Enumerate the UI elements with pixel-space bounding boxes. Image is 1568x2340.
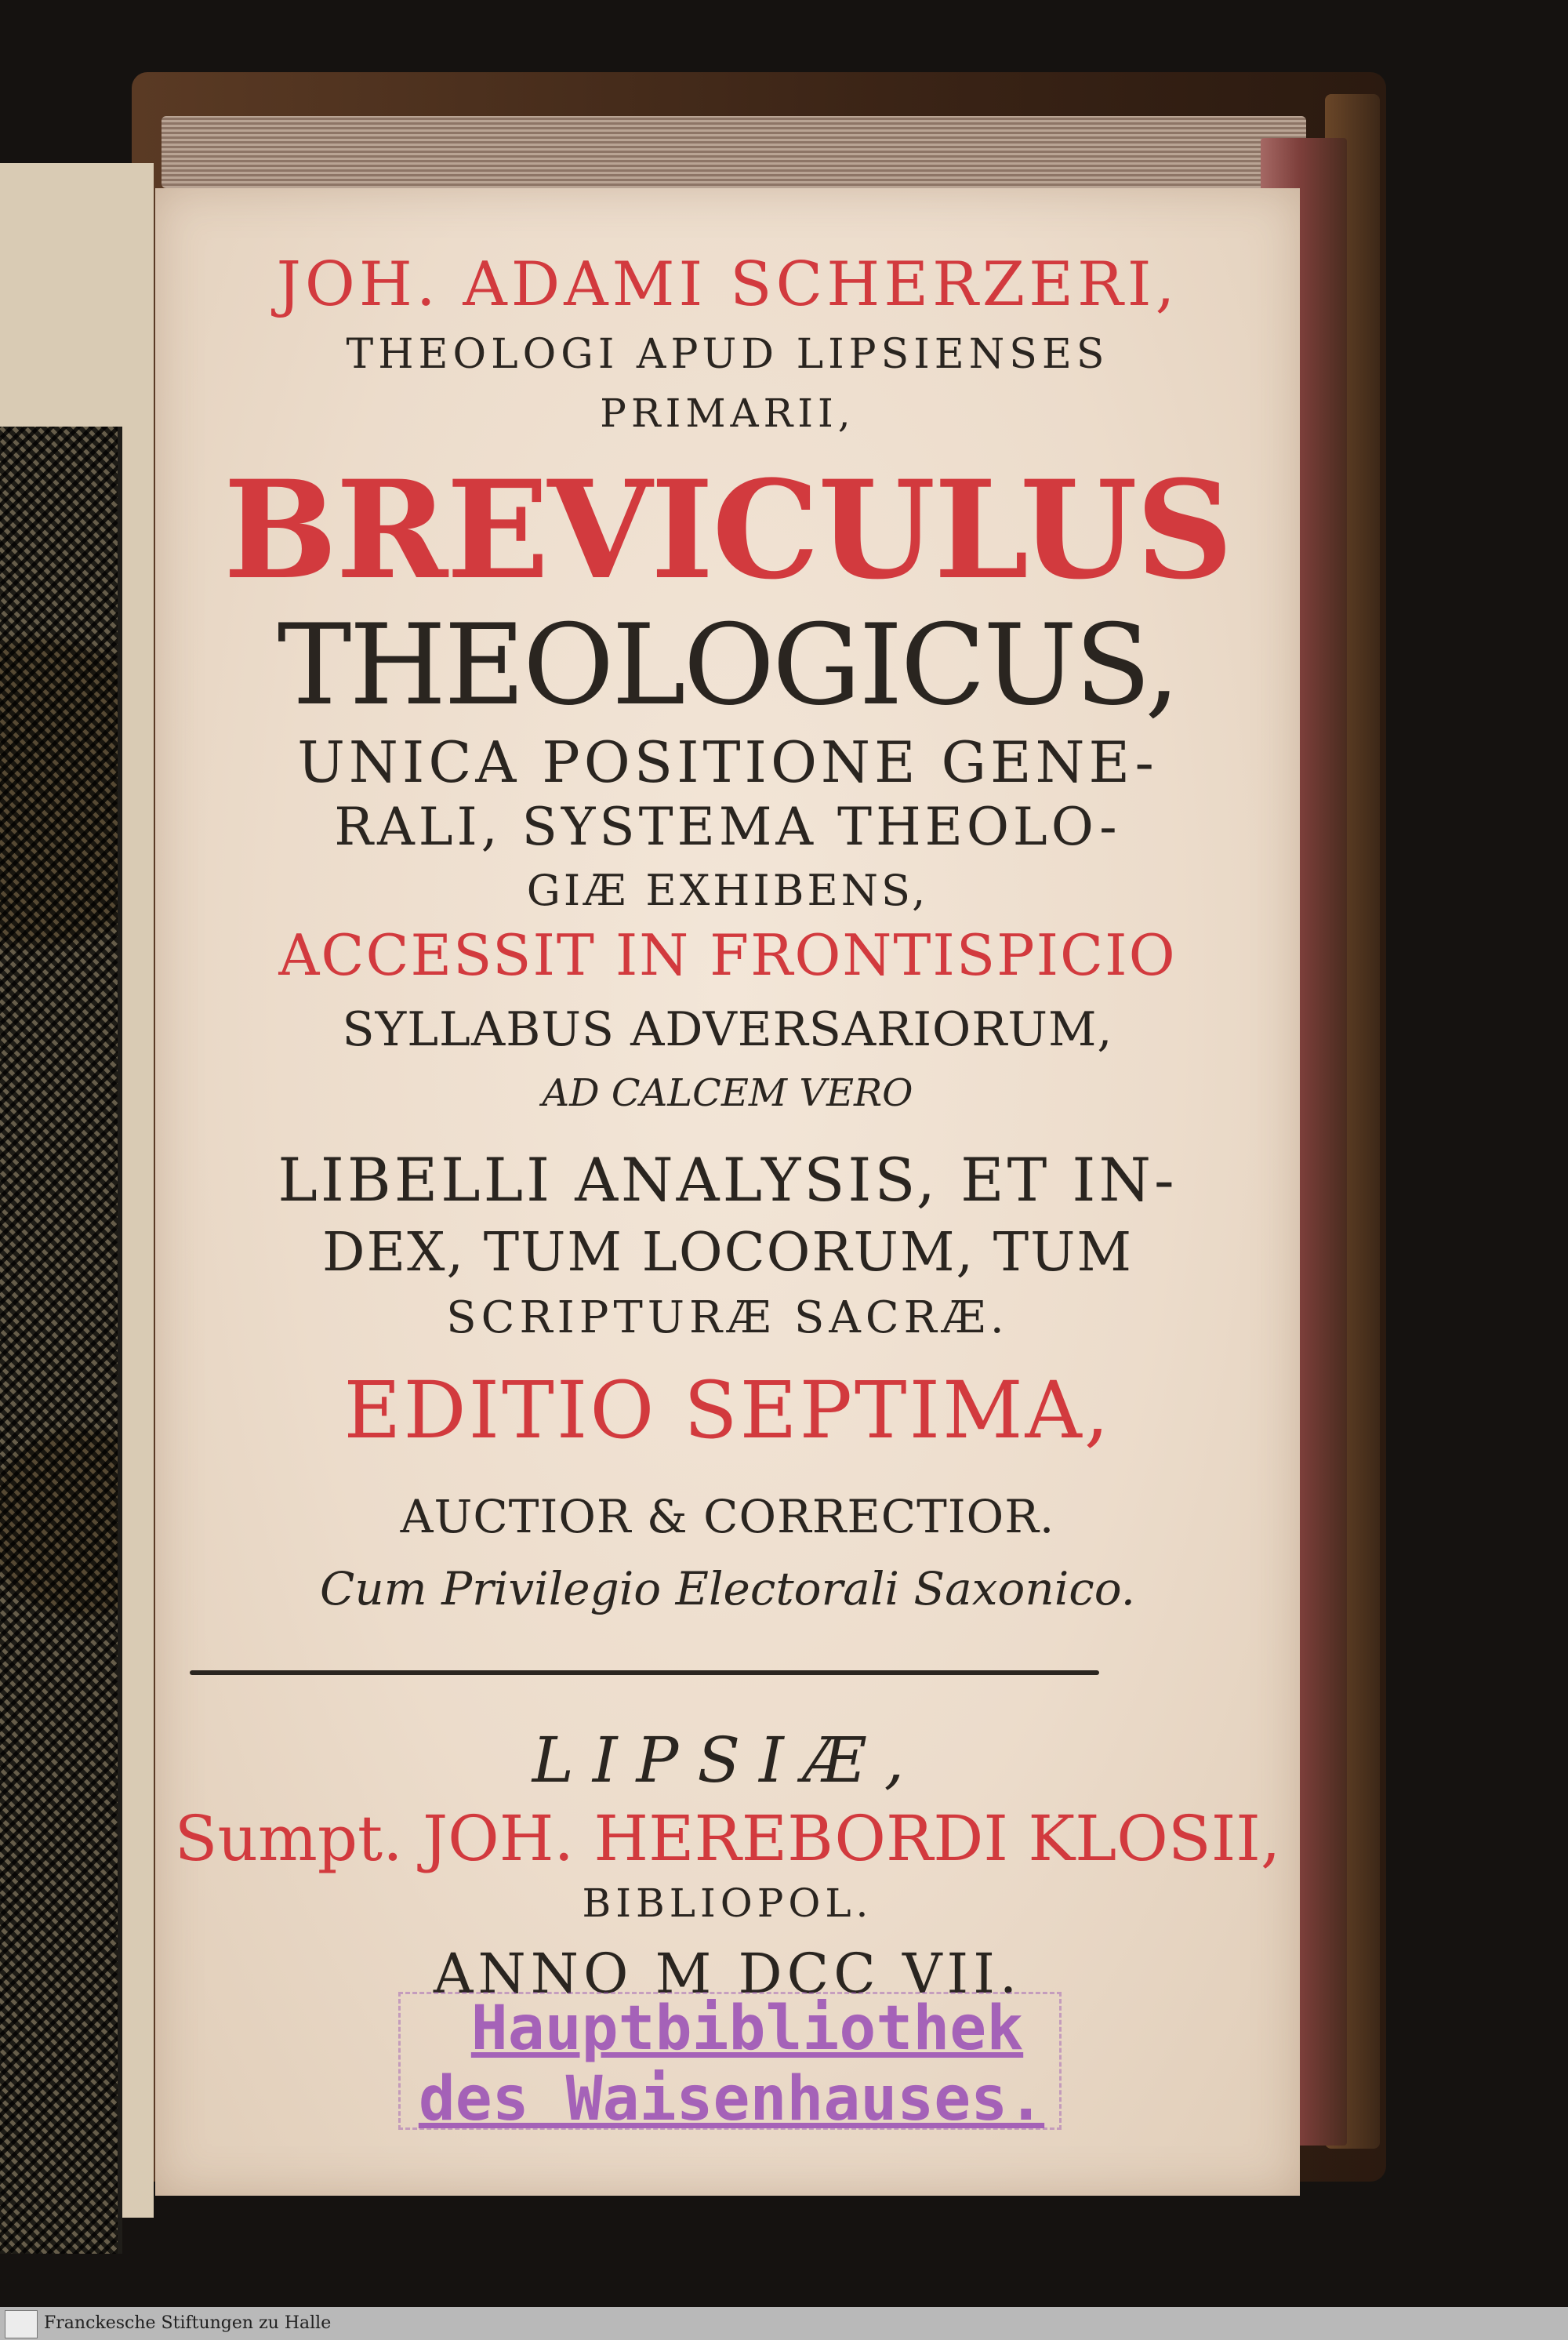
libelli-line-3: SCRIPTURÆ SACRÆ.	[446, 1292, 1009, 1343]
author-role-line-1: THEOLOGI APUD LIPSIENSES	[346, 331, 1109, 378]
libelli-line-2: DEX, TUM LOCORUM, TUM	[321, 1222, 1134, 1284]
bibliopol-line: BIBLIOPOL.	[582, 1880, 873, 1926]
stamp-line-2: des Waisenhauses.	[418, 2064, 1045, 2135]
syllabus-line: SYLLABUS ADVERSARIORUM,	[342, 1002, 1113, 1057]
library-stamp	[406, 1986, 1057, 2135]
subtitle-line-1: UNICA POSITIONE GENE-	[297, 729, 1158, 795]
author-name: JOH. ADAMI SCHERZERI,	[276, 249, 1179, 320]
privilegio-line: Cum Privilegio Electorali Saxonico.	[319, 1562, 1136, 1615]
title-page	[155, 188, 1300, 2196]
year-line: ANNO M DCC VII.	[433, 1942, 1022, 2006]
publisher-line: Sumpt. JOH. HEREBORDI KLOSII,	[174, 1802, 1281, 1875]
stamp-line-1: Hauptbibliothek	[470, 1993, 1024, 2064]
institution-logo-icon	[5, 2310, 38, 2338]
main-title-second: THEOLOGICUS,	[277, 601, 1178, 730]
accessit-line: ACCESSIT IN FRONTISPICIO	[278, 922, 1177, 988]
page-edges-top	[162, 116, 1306, 188]
ad-calcem-line: AD CALCEM VERO	[542, 1071, 913, 1115]
subtitle-line-3: GIÆ EXHIBENS,	[526, 866, 929, 915]
subtitle-line-2: RALI, SYSTEMA THEOLO-	[334, 797, 1121, 857]
footer-bar	[0, 2307, 1568, 2340]
author-role-line-2: PRIMARII,	[600, 391, 855, 436]
footer-text: Franckesche Stiftungen zu Halle	[44, 2313, 332, 2333]
edition-line: EDITIO SEPTIMA,	[343, 1364, 1112, 1456]
auctior-line: AUCTIOR & CORRECTIOR.	[400, 1490, 1055, 1543]
main-title: BREVICULUS	[223, 450, 1232, 609]
divider-rule	[190, 1670, 1099, 1675]
frontispiece-page	[0, 163, 154, 2218]
place-line: LIPSIÆ,	[532, 1724, 924, 1797]
libelli-line-1: LIBELLI ANALYSIS, ET IN-	[278, 1145, 1178, 1215]
frontispiece-engraving	[0, 427, 122, 2254]
